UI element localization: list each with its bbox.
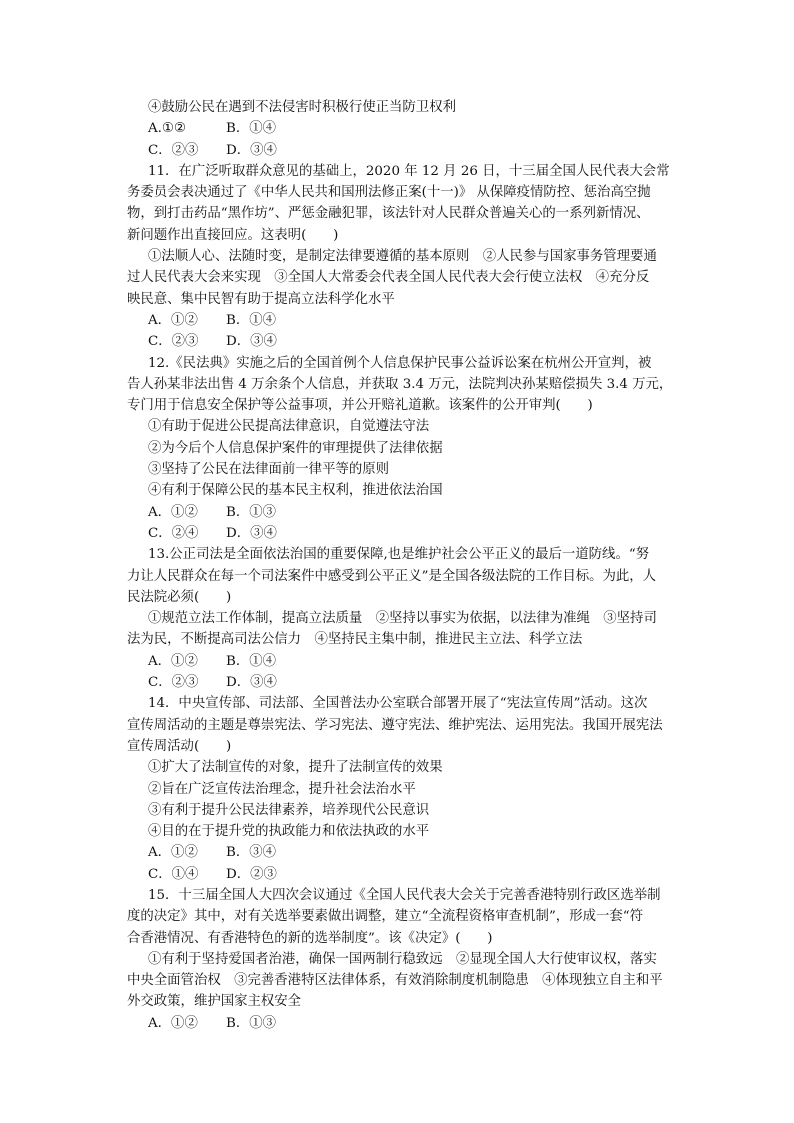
answer-options xyxy=(127,864,675,885)
option-a: A．①② xyxy=(148,653,198,669)
text-line: ①规范立法工作体制，提高立法质量 ②坚持以事实为依据，以法律为准绳 ③坚持司 xyxy=(148,611,657,627)
option-a: A．①② xyxy=(148,845,198,861)
option-b: B．①③ xyxy=(226,504,277,520)
text-line: 物，到打击药品“黑作坊”、严惩金融犯罪，该法针对人民群众普遍关心的一系列新情况、 xyxy=(127,206,650,222)
option-c: C．②③ xyxy=(148,142,199,158)
option-a: A．①② xyxy=(148,504,198,520)
text-line: 宣传周活动的主题是尊崇宪法、学习宪法、遵守宪法、维护宪法、运用宪法。我国开展宪法 xyxy=(127,717,663,733)
text-line: ①法顺人心、法随时变，是制定法律要遵循的基本原则 ②人民参与国家事务管理要通 xyxy=(148,249,657,265)
option-a: A．①② xyxy=(148,1015,198,1031)
text-line: 宣传周活动( ) xyxy=(127,738,232,754)
document-page xyxy=(127,97,675,1034)
option-d: D．②③ xyxy=(226,866,277,882)
option-d: D．③④ xyxy=(226,675,277,691)
option-b: B．①④ xyxy=(226,121,277,137)
question-12-stem: 12.《民法典》实施之后的全国首例个人信息保护民事公益诉讼案在杭州公开宣判，被 xyxy=(148,355,652,371)
answer-options xyxy=(127,502,675,523)
option-a: A.①② xyxy=(148,121,186,137)
answer-options xyxy=(127,118,675,139)
text-line: 专门用于信息安全保护等公益事项，并公开赔礼道歉。该案件的公开审判( ) xyxy=(127,398,593,414)
text-line: 务委员会表决通过了《中华人民共和国刑法修正案(十一)》 从保障疫情防控、惩治高空抛 xyxy=(127,185,651,201)
option-a: A．①② xyxy=(148,312,198,328)
text-line: 度的决定》其中，对有关选举要素做出调整，建立“全流程资格审查机制”，形成一套“符 xyxy=(127,909,643,925)
text-line: 民法院必须( ) xyxy=(127,589,232,605)
text-line: ③坚持了公民在法律面前一律平等的原则 xyxy=(148,462,390,478)
text-line: 外交政策，维护国家主权安全 xyxy=(127,994,302,1010)
option-c: C．①④ xyxy=(148,866,199,882)
text-line: ①有利于坚持爱国者治港，确保一国两制行稳致远 ②显现全国人大行使审议权，落实 xyxy=(148,951,657,967)
option-c: C．②④ xyxy=(148,525,199,541)
option-c: C．②③ xyxy=(148,675,199,691)
text-line: ③有利于提升公民法律素养，培养现代公民意识 xyxy=(148,802,430,818)
option-d: D．③④ xyxy=(226,334,277,350)
text-line: 法为民，不断提高司法公信力 ④坚持民主集中制，推进民主立法、科学立法 xyxy=(127,632,583,648)
text-line: ②旨在广泛宣传法治理念，提升社会法治水平 xyxy=(148,781,416,797)
text-line: 中央全面管治权 ③完善香港特区法律体系，有效消除制度机制隐患 ④体现独立自主和平 xyxy=(127,973,663,989)
text-line: 映民意、集中民智有助于提高立法科学化水平 xyxy=(127,291,395,307)
text-line: ①扩大了法制宣传的对象，提升了法制宣传的效果 xyxy=(148,760,443,776)
answer-options xyxy=(127,842,675,863)
answer-options xyxy=(127,310,675,331)
text-line: 告人孙某非法出售 4 万余条个人信息，并获取 3.4 万元，法院判决孙某赔偿损失 3.4 万元， xyxy=(127,376,673,392)
option-c: C．②③ xyxy=(148,334,199,350)
question-14-stem: 14．中央宣传部、司法部、全国普法办公室联合部署开展了“宪法宣传周”活动。这次 xyxy=(148,696,648,712)
text-line: ②为今后个人信息保护案件的审理提供了法律依据 xyxy=(148,440,443,456)
text-line: ④目的在于提升党的执政能力和依法执政的水平 xyxy=(148,824,430,840)
option-d: D．③④ xyxy=(226,142,277,158)
text-line: 过人民代表大会来实现 ③全国人大常委会代表全国人民代表大会行使立法权 ④充分反 xyxy=(127,270,650,286)
text-line: ④有利于保障公民的基本民主权利，推进依法治国 xyxy=(148,483,443,499)
text-line: ④鼓励公民在遇到不法侵害时积极行使正当防卫权利 xyxy=(148,100,456,115)
answer-options xyxy=(127,331,675,352)
option-d: D．③④ xyxy=(226,525,277,541)
text-line: 新问题作出直接回应。这表明( ) xyxy=(127,227,339,243)
option-b: B．③④ xyxy=(226,845,277,861)
text-line: 力让人民群众在每一个司法案件中感受到公平正义”是全国各级法院的工作目标。为此，人 xyxy=(127,568,657,584)
option-b: B．①④ xyxy=(226,653,277,669)
answer-options xyxy=(127,651,675,672)
option-b: B．①④ xyxy=(226,312,277,328)
answer-options xyxy=(127,140,675,161)
question-15-stem: 15．十三届全国人大四次会议通过《全国人民代表大会关于完善香港特别行政区选举制 xyxy=(148,887,661,903)
text-line: 合香港情况、有香港特色的新的选举制度”。该《决定》( ) xyxy=(127,930,493,946)
text-line: ①有助于促进公民提高法律意识，自觉遵法守法 xyxy=(148,419,430,435)
answer-options xyxy=(127,523,675,544)
answer-options xyxy=(127,1013,675,1034)
question-13-stem: 13.公正司法是全面依法治国的重要保障,也是维护社会公平正义的最后一道防线。“努 xyxy=(148,547,650,563)
answer-options xyxy=(127,672,675,693)
question-11-stem: 11．在广泛听取群众意见的基础上，2020 年 12 月 26 日，十三届全国人民代表大会常 xyxy=(148,163,670,179)
option-b: B．①③ xyxy=(226,1015,277,1031)
